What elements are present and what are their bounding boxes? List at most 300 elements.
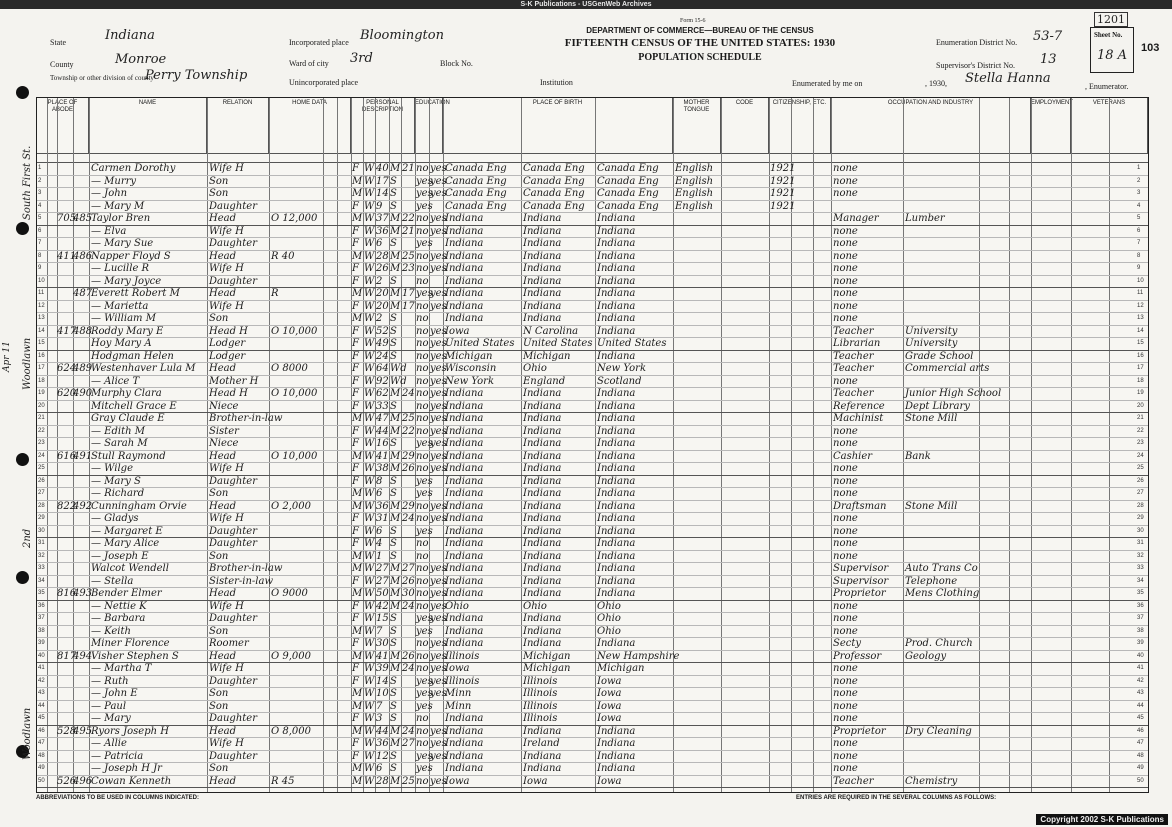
cell-race: W	[364, 238, 375, 249]
cell-rel: Roomer	[209, 638, 249, 649]
cell-occ: Supervisor	[833, 575, 889, 587]
cell-mar: M	[390, 413, 401, 424]
cell-sch: no	[416, 600, 429, 612]
cell-age: 44	[376, 425, 389, 437]
cell-lit: yes	[430, 388, 447, 399]
cell-age: 15	[376, 613, 389, 624]
cell-mar: S	[390, 325, 397, 337]
line-number: 13	[38, 315, 45, 321]
cell-race: W	[364, 338, 375, 349]
cell-age: 10	[376, 688, 389, 699]
enumerated-label: Enumerated by me on	[792, 79, 863, 88]
cell-race: W	[364, 350, 375, 362]
cell-occ: none	[833, 225, 858, 237]
cell-occ: none	[833, 613, 858, 624]
cell-sch: yes	[416, 613, 433, 624]
cell-fam: 487	[73, 288, 93, 299]
line-number: 37	[1137, 615, 1144, 621]
cell-rel: Son	[209, 188, 229, 199]
cell-fpob: Canada Eng	[523, 175, 585, 187]
cell-mpob: Indiana	[597, 588, 636, 599]
cell-fpob: England	[523, 375, 566, 387]
cell-race: W	[364, 425, 375, 437]
line-number: 42	[1137, 677, 1144, 684]
cell-pob: Indiana	[445, 475, 484, 487]
cell-fpob: Canada Eng	[523, 163, 585, 174]
line-number: 38	[1137, 627, 1144, 634]
cell-mpob: Ohio	[597, 600, 621, 612]
line-number: 26	[1137, 477, 1144, 484]
cell-race: W	[364, 463, 375, 474]
cell-fpob: Ohio	[523, 363, 547, 374]
cell-mpob: Indiana	[597, 500, 636, 512]
cell-lit: yes	[430, 663, 447, 674]
cell-am: 27	[402, 738, 415, 749]
cell-age: 44	[376, 725, 389, 737]
cell-fpob: Indiana	[523, 550, 562, 562]
cell-occ: none	[833, 550, 858, 562]
cell-name: — Paul	[91, 700, 127, 712]
cell-mpob: Iowa	[597, 713, 622, 724]
cell-am: 25	[402, 250, 415, 262]
cell-sch: yes	[416, 488, 433, 499]
cell-race: W	[364, 225, 375, 237]
cell-mar: S	[390, 613, 397, 624]
cell-mar: S	[390, 475, 397, 487]
cell-age: 14	[376, 188, 389, 199]
cell-mar: S	[390, 750, 397, 762]
cell-rel: Niece	[209, 438, 239, 449]
cell-lit: yes	[430, 600, 447, 612]
cell-mar: S	[390, 338, 397, 349]
cell-mar: M	[390, 650, 401, 662]
cell-rel: Daughter	[209, 713, 257, 724]
cell-age: 64	[376, 363, 389, 374]
cell-lit: yes	[430, 725, 447, 737]
cell-race: W	[364, 625, 375, 637]
cell-lit: yes	[430, 463, 447, 474]
cell-rel: Wife H	[209, 663, 244, 674]
line-number: 44	[38, 702, 45, 709]
cell-fpob: Illinois	[523, 713, 558, 724]
line-number: 12	[38, 302, 45, 309]
cell-name: Murphy Clara	[91, 388, 162, 399]
line-number: 31	[1137, 540, 1144, 546]
cell-fpob: Michigan	[523, 650, 571, 662]
cell-sex: F	[352, 300, 359, 312]
line-number: 29	[1137, 515, 1144, 521]
cell-pob: Minn	[445, 700, 472, 712]
cell-occ: none	[833, 313, 858, 324]
cell-mpob: Indiana	[597, 388, 636, 399]
cell-name: Visher Stephen S	[91, 650, 179, 662]
line-number: 13	[1137, 315, 1144, 321]
cell-fpob: Indiana	[523, 588, 562, 599]
cell-sch: yes	[416, 525, 433, 537]
cell-sch: no	[416, 713, 429, 724]
cell-sch: no	[416, 350, 429, 362]
cell-sex: F	[352, 663, 359, 674]
cell-mar: M	[390, 288, 401, 299]
cell-mpob: Indiana	[597, 300, 636, 312]
line-number: 46	[38, 727, 45, 734]
cell-fpob: Indiana	[523, 463, 562, 474]
cell-age: 9	[376, 200, 383, 212]
cell-occ: Proprietor	[833, 588, 886, 599]
page-number: 103	[1141, 42, 1160, 54]
line-number: 41	[38, 665, 45, 671]
cell-age: 37	[376, 213, 389, 224]
cell-name: — Gladys	[91, 513, 139, 524]
cell-rel: Son	[209, 688, 229, 699]
supervisor-label: Supervisor's District No.	[936, 61, 1015, 70]
cell-sex: F	[352, 400, 359, 412]
cell-pob: Indiana	[445, 538, 484, 549]
cell-age: 6	[376, 525, 383, 537]
cell-mar: M	[390, 463, 401, 474]
cell-age: 6	[376, 238, 383, 249]
cell-ind: Auto Trans Co	[905, 563, 978, 574]
cell-fam: 491	[73, 450, 93, 462]
cell-race: W	[364, 325, 375, 337]
cell-name: Walcot Wendell	[91, 563, 169, 574]
cell-fpob: N Carolina	[523, 325, 579, 337]
cell-age: 24	[376, 350, 389, 362]
cell-mar: M	[390, 163, 401, 174]
cell-fpob: Iowa	[523, 775, 548, 787]
cell-mpob: Indiana	[597, 750, 636, 762]
cell-sex: M	[352, 725, 363, 737]
line-number: 11	[38, 290, 45, 296]
cell-am: 24	[402, 388, 415, 399]
line-number: 25	[1137, 465, 1144, 471]
cell-sex: M	[352, 288, 363, 299]
cell-ind: Bank	[905, 450, 931, 462]
cell-race: W	[364, 175, 375, 187]
line-number: 42	[38, 677, 45, 684]
cell-rel: Mother H	[209, 375, 259, 387]
cell-mpob: Canada Eng	[597, 163, 659, 174]
cell-mar: S	[390, 688, 397, 699]
cell-name: — Martha T	[91, 663, 152, 674]
cell-pob: Indiana	[445, 275, 484, 287]
line-number: 49	[38, 765, 45, 771]
cell-mar: S	[390, 638, 397, 649]
cell-rel: Son	[209, 488, 229, 499]
column-heading: CITIZENSHIP, ETC.	[769, 98, 831, 153]
line-number: 15	[38, 340, 45, 346]
cell-age: 7	[376, 625, 383, 637]
cell-sex: F	[352, 388, 359, 399]
cell-name: Cowan Kenneth	[91, 775, 172, 787]
cell-rel: Lodger	[209, 350, 246, 362]
cell-sch: no	[416, 375, 429, 387]
cell-sch: no	[416, 563, 429, 574]
cell-age: 7	[376, 700, 383, 712]
cell-mpob: Indiana	[597, 575, 636, 587]
cell-fam: 486	[73, 250, 93, 262]
cell-home: O 8,000	[271, 725, 312, 737]
cell-rel: Lodger	[209, 338, 246, 349]
cell-sch: no	[416, 413, 429, 424]
cell-fpob: Indiana	[523, 225, 562, 237]
cell-race: W	[364, 663, 375, 674]
cell-lit: yes	[430, 450, 447, 462]
cell-sch: no	[416, 638, 429, 649]
cell-pob: Indiana	[445, 250, 484, 262]
cell-sex: F	[352, 713, 359, 724]
cell-rel: Son	[209, 313, 229, 324]
cell-ind: Stone Mill	[905, 413, 958, 424]
cell-mpob: Canada Eng	[597, 200, 659, 212]
cell-pob: Indiana	[445, 425, 484, 437]
line-number: 4	[1137, 202, 1141, 209]
cell-rel: Daughter	[209, 238, 257, 249]
cell-imm: 1921	[770, 200, 796, 212]
cell-fam: 488	[73, 325, 93, 337]
cell-sch: no	[416, 163, 429, 174]
cell-sex: F	[352, 363, 359, 374]
line-number: 8	[38, 252, 42, 259]
cell-ind: Junior High School	[905, 388, 1002, 399]
cell-ind: Telephone	[905, 575, 958, 587]
cell-mar: S	[390, 438, 397, 449]
column-heading: HOME DATA	[269, 98, 351, 153]
cell-sch: yes	[416, 750, 433, 762]
cell-pob: Indiana	[445, 238, 484, 249]
cell-am: 21	[402, 163, 415, 174]
line-number: 44	[1137, 702, 1144, 709]
cell-mpob: Ohio	[597, 613, 621, 624]
line-number: 33	[1137, 565, 1144, 571]
cell-fam: 490	[73, 388, 93, 399]
cell-name: — John E	[91, 688, 138, 699]
cell-sex: F	[352, 538, 359, 549]
line-number: 12	[1137, 302, 1144, 309]
column-heading: RELATION	[207, 98, 269, 153]
line-number: 32	[1137, 552, 1144, 559]
cell-sex: F	[352, 225, 359, 237]
cell-fpob: Illinois	[523, 688, 558, 699]
cell-imm: 1921	[770, 175, 796, 187]
place-value: Bloomington	[360, 28, 444, 43]
cell-dw: 528	[57, 725, 77, 737]
cell-fpob: Indiana	[523, 250, 562, 262]
cell-am: 29	[402, 450, 415, 462]
cell-mpob: Indiana	[597, 488, 636, 499]
cell-lit: yes	[430, 400, 447, 412]
cell-lit: yes	[430, 575, 447, 587]
block-label: Block No.	[440, 59, 473, 68]
cell-name: — Allie	[91, 738, 127, 749]
cell-mar: S	[390, 625, 397, 637]
line-number: 22	[38, 427, 45, 434]
ward-value: 3rd	[350, 51, 373, 66]
cell-fpob: Illinois	[523, 700, 558, 712]
line-number: 5	[1137, 215, 1141, 221]
line-number: 27	[1137, 490, 1144, 496]
census-title: FIFTEENTH CENSUS OF THE UNITED STATES: 1930	[564, 37, 836, 49]
cell-am: 25	[402, 413, 415, 424]
cell-race: W	[364, 488, 375, 499]
cell-mar: M	[390, 663, 401, 674]
cell-am: 26	[402, 650, 415, 662]
entries-heading: ENTRIES ARE REQUIRED IN THE SEVERAL COLUMNS AS FOLLOWS:	[796, 795, 997, 801]
line-number: 23	[38, 440, 45, 446]
cell-fpob: Michigan	[523, 663, 571, 674]
cell-dw: 624	[57, 363, 77, 374]
cell-rel: Son	[209, 700, 229, 712]
cell-name: Napper Floyd S	[91, 250, 171, 262]
cell-pob: Indiana	[445, 613, 484, 624]
side-street-note: South First St.	[22, 145, 33, 220]
cell-mpob: Indiana	[597, 638, 636, 649]
cell-ind: Chemistry	[905, 775, 958, 787]
line-number: 23	[1137, 440, 1144, 446]
cell-occ: Proprietor	[833, 725, 886, 737]
cell-race: W	[364, 388, 375, 399]
cell-sch: no	[416, 775, 429, 787]
cell-mar: M	[390, 300, 401, 312]
sheet-box	[1090, 27, 1134, 73]
cell-home: R 45	[271, 775, 295, 787]
cell-occ: none	[833, 438, 858, 449]
cell-mar: S	[390, 488, 397, 499]
line-number: 6	[1137, 227, 1141, 234]
cell-age: 40	[376, 163, 389, 174]
cell-race: W	[364, 313, 375, 324]
cell-fpob: Indiana	[523, 288, 562, 299]
line-number: 32	[38, 552, 45, 559]
cell-race: W	[364, 525, 375, 537]
cell-sch: no	[416, 725, 429, 737]
cell-rel: Head	[209, 288, 237, 299]
cell-age: 12	[376, 750, 389, 762]
cell-sch: no	[416, 450, 429, 462]
cell-age: 31	[376, 513, 389, 524]
cell-name: Ryors Joseph H	[91, 725, 169, 737]
cell-sch: yes	[416, 175, 433, 187]
cell-fpob: Indiana	[523, 525, 562, 537]
cell-race: W	[364, 775, 375, 787]
line-number: 1	[38, 165, 42, 171]
cell-name: Gray Claude E	[91, 413, 165, 424]
cell-home: R	[271, 288, 279, 299]
cell-ind: Lumber	[905, 213, 945, 224]
cell-race: W	[364, 375, 375, 387]
cell-fam: 496	[73, 775, 93, 787]
cell-rel: Brother-in-law	[209, 563, 283, 574]
cell-age: 14	[376, 675, 389, 687]
cell-sch: no	[416, 538, 429, 549]
column-heading: EDUCATION	[415, 98, 443, 153]
cell-sex: F	[352, 738, 359, 749]
cell-fpob: Indiana	[523, 750, 562, 762]
cell-lit: yes	[430, 650, 447, 662]
cell-sex: M	[352, 413, 363, 424]
line-number: 6	[38, 227, 42, 234]
line-number: 39	[38, 640, 45, 646]
cell-ind: Geology	[905, 650, 947, 662]
cell-name: — Marietta	[91, 300, 149, 312]
cell-mar: S	[390, 713, 397, 724]
cell-mpob: Indiana	[597, 538, 636, 549]
binder-hole	[16, 453, 29, 466]
cell-race: W	[364, 613, 375, 624]
cell-mpob: Scotland	[597, 375, 642, 387]
cell-age: 50	[376, 588, 389, 599]
cell-ind: University	[905, 338, 958, 349]
cell-race: W	[364, 513, 375, 524]
cell-sex: M	[352, 763, 363, 774]
cell-fpob: Michigan	[523, 350, 571, 362]
cell-rel: Head	[209, 363, 237, 374]
cell-occ: Teacher	[833, 350, 874, 362]
institution-label: Institution	[540, 78, 573, 87]
cell-sch: no	[416, 513, 429, 524]
cell-age: 36	[376, 225, 389, 237]
cell-pob: Indiana	[445, 463, 484, 474]
cell-pob: Indiana	[445, 288, 484, 299]
cell-occ: Librarian	[833, 338, 881, 349]
line-number: 7	[38, 240, 42, 246]
cell-name: Roddy Mary E	[91, 325, 164, 337]
cell-age: 6	[376, 488, 383, 499]
county-label: County	[50, 60, 74, 69]
cell-name: — Patricia	[91, 750, 144, 762]
cell-occ: none	[833, 600, 858, 612]
cell-lit: yes	[430, 175, 447, 187]
cell-mpob: Indiana	[597, 438, 636, 449]
cell-sch: yes	[416, 625, 433, 637]
cell-fpob: Indiana	[523, 300, 562, 312]
cell-ind: Dry Cleaning	[905, 725, 972, 737]
cell-mar: M	[390, 563, 401, 574]
column-heading: PLACE OF ABODE	[37, 98, 89, 153]
cell-rel: Daughter	[209, 200, 257, 212]
cell-mar: S	[390, 700, 397, 712]
cell-pob: Illinois	[445, 675, 480, 687]
unincorporated-label: Unincorporated place	[289, 78, 359, 87]
cell-occ: none	[833, 538, 858, 549]
cell-rel: Wife H	[209, 163, 244, 174]
cell-name: — Edith M	[91, 425, 145, 437]
cell-race: W	[364, 725, 375, 737]
cell-pob: Indiana	[445, 738, 484, 749]
cell-home: O 8000	[271, 363, 308, 374]
cell-name: — Alice T	[91, 375, 140, 387]
cell-fpob: Indiana	[523, 388, 562, 399]
cell-pob: Indiana	[445, 450, 484, 462]
line-number: 2	[38, 177, 42, 184]
cell-race: W	[364, 688, 375, 699]
cell-age: 92	[376, 375, 389, 387]
cell-age: 20	[376, 288, 389, 299]
cell-pob: Indiana	[445, 550, 484, 562]
cell-home: O 9,000	[271, 650, 312, 662]
cell-occ: none	[833, 475, 858, 487]
supervisor-value: 13	[1040, 52, 1057, 67]
cell-am: 17	[402, 300, 415, 312]
column-heading: VETERANS	[1071, 98, 1148, 153]
column-heading: CODE	[721, 98, 769, 153]
cell-fam: 493	[73, 588, 93, 599]
archive-banner: S-K Publications - USGenWeb Archives	[0, 0, 1172, 9]
cell-sex: F	[352, 163, 359, 174]
cell-fpob: Indiana	[523, 575, 562, 587]
cell-race: W	[364, 713, 375, 724]
cell-name: — Mary Sue	[91, 238, 154, 249]
